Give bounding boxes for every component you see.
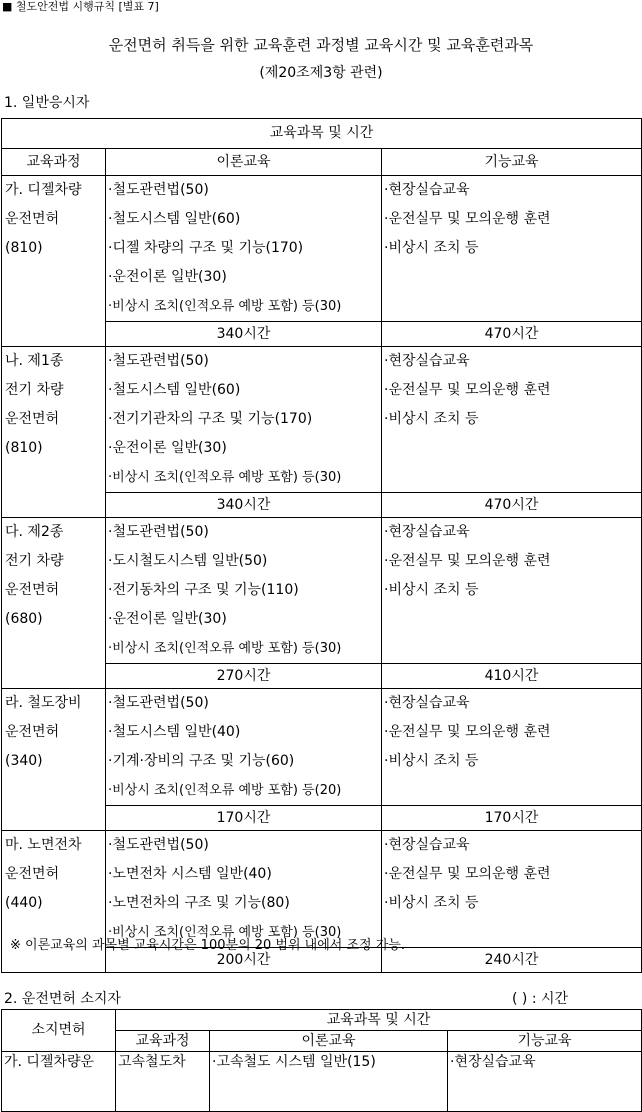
section1-heading: 1. 일반응시자 bbox=[4, 95, 90, 111]
theory-hours: 200시간 bbox=[106, 948, 382, 973]
theory-cell: ·고속철도 시스템 일반(15) bbox=[210, 1052, 448, 1112]
theory-item: ·비상시 조치(인적오류 예방 포함) 등(30) bbox=[108, 641, 342, 656]
theory-item: ·철도시스템 일반(40) bbox=[108, 724, 241, 740]
course-cell: 고속철도차 bbox=[116, 1052, 210, 1112]
section2-heading: 2. 운전면허 소지자 bbox=[4, 991, 121, 1007]
col2-theory-header: 이론교육 bbox=[210, 1031, 448, 1052]
skill-item: ·운전실무 및 모의운행 훈련 bbox=[384, 382, 551, 398]
footnote: ※ 이론교육의 과목별 교육시간은 100분의 20 범위 내에서 조정 가능. bbox=[10, 938, 405, 953]
theory-item: ·도시철도시스템 일반(50) bbox=[108, 553, 268, 569]
course-line: (340) bbox=[5, 753, 43, 769]
course-line: 운전면허 bbox=[5, 582, 60, 598]
course-line: 전기 차량 bbox=[5, 553, 64, 569]
theory-item: ·비상시 조치(인적오류 예방 포함) 등(30) bbox=[108, 299, 342, 314]
course-cell bbox=[2, 347, 106, 518]
theory-hours: 270시간 bbox=[106, 664, 382, 689]
course-row bbox=[2, 831, 642, 948]
theory-cell bbox=[106, 347, 382, 493]
theory-item: ·전기기관차의 구조 및 기능(170) bbox=[108, 411, 313, 427]
course-line: 라. 철도장비 bbox=[5, 695, 82, 711]
theory-item: ·철도시스템 일반(60) bbox=[108, 382, 241, 398]
skill-hours: 410시간 bbox=[382, 664, 642, 689]
course-row bbox=[2, 176, 642, 322]
course-line: 다. 제2종 bbox=[5, 524, 64, 540]
unit-label: ( ) : 시간 bbox=[512, 991, 569, 1007]
document-header: ■ 철도안전법 시행규칙 [별표 7] bbox=[2, 0, 159, 13]
course-line: 운전면허 bbox=[5, 724, 60, 740]
theory-item: ·철도관련법(50) bbox=[108, 524, 209, 540]
skill-item: ·운전실무 및 모의운행 훈련 bbox=[384, 724, 551, 740]
course-line: (810) bbox=[5, 240, 43, 256]
theory-hours: 170시간 bbox=[106, 806, 382, 831]
license-cell: 가. 디젤차량운 bbox=[2, 1052, 116, 1112]
skill-item: ·현장실습교육 bbox=[384, 182, 470, 198]
skill-item: ·비상시 조치 등 bbox=[384, 582, 479, 598]
col-theory-header: 이론교육 bbox=[106, 149, 382, 176]
theory-hours: 340시간 bbox=[106, 322, 382, 347]
skill-cell: ·현장실습교육 bbox=[448, 1052, 642, 1112]
skill-item: ·비상시 조치 등 bbox=[384, 895, 479, 911]
theory-item: ·비상시 조치(인적오류 예방 포함) 등(20) bbox=[108, 783, 342, 798]
course-cell bbox=[2, 689, 106, 831]
course-line: 전기 차량 bbox=[5, 382, 64, 398]
skill-item: ·운전실무 및 모의운행 훈련 bbox=[384, 866, 551, 882]
col2-course-header: 교육과정 bbox=[116, 1031, 210, 1052]
theory-hours: 340시간 bbox=[106, 493, 382, 518]
theory-item: ·철도관련법(50) bbox=[108, 837, 209, 853]
course-line: 마. 노면전차 bbox=[5, 837, 82, 853]
course-cell bbox=[2, 518, 106, 689]
theory-item: ·철도관련법(50) bbox=[108, 353, 209, 369]
theory-cell bbox=[106, 689, 382, 806]
skill-item: ·비상시 조치 등 bbox=[384, 240, 479, 256]
skill-item: ·운전실무 및 모의운행 훈련 bbox=[384, 553, 551, 569]
theory-item: ·운전이론 일반(30) bbox=[108, 269, 227, 285]
theory-item: ·철도관련법(50) bbox=[108, 182, 209, 198]
theory-item: ·철도관련법(50) bbox=[108, 695, 209, 711]
skill-item: ·비상시 조치 등 bbox=[384, 753, 479, 769]
skill-item: ·현장실습교육 bbox=[384, 837, 470, 853]
skill-hours: 170시간 bbox=[382, 806, 642, 831]
theory-item: ·운전이론 일반(30) bbox=[108, 440, 227, 456]
col-license-header: 소지면허 bbox=[2, 1010, 116, 1052]
theory-item: ·전기동차의 구조 및 기능(110) bbox=[108, 582, 299, 598]
skill-cell bbox=[382, 347, 642, 493]
theory-cell bbox=[106, 518, 382, 664]
theory-item: ·디젤 차량의 구조 및 기능(170) bbox=[108, 240, 304, 256]
course-line: 나. 제1종 bbox=[5, 353, 64, 369]
course-line: 운전면허 bbox=[5, 866, 60, 882]
col2-skill-header: 기능교육 bbox=[448, 1031, 642, 1052]
course-row bbox=[2, 518, 642, 664]
col-course-header: 교육과정 bbox=[2, 149, 106, 176]
skill-item: ·비상시 조치 등 bbox=[384, 411, 479, 427]
skill-cell bbox=[382, 831, 642, 948]
skill-item: ·현장실습교육 bbox=[384, 524, 470, 540]
theory-item: ·기계·장비의 구조 및 기능(60) bbox=[108, 753, 295, 769]
course-line: (810) bbox=[5, 440, 43, 456]
course-line: 운전면허 bbox=[5, 211, 60, 227]
theory-item: ·철도시스템 일반(60) bbox=[108, 211, 241, 227]
theory-item: ·노면전차의 구조 및 기능(80) bbox=[108, 895, 290, 911]
table-header: 교육과목 및 시간 bbox=[2, 119, 642, 149]
course-line: (440) bbox=[5, 895, 43, 911]
course-line: (680) bbox=[5, 611, 43, 627]
skill-cell bbox=[382, 689, 642, 806]
skill-hours: 240시간 bbox=[382, 948, 642, 973]
skill-item: ·현장실습교육 bbox=[384, 353, 470, 369]
page-subtitle: (제20조제3항 관련) bbox=[259, 65, 383, 81]
theory-item: ·비상시 조치(인적오류 예방 포함) 등(30) bbox=[108, 470, 342, 485]
course-row bbox=[2, 689, 642, 806]
theory-item: ·운전이론 일반(30) bbox=[108, 611, 227, 627]
skill-hours: 470시간 bbox=[382, 493, 642, 518]
theory-item: ·비상시 조치(인적오류 예방 포함) 등(30) bbox=[108, 925, 342, 940]
course-line: 가. 디젤차량 bbox=[5, 182, 82, 198]
col-skill-header: 기능교육 bbox=[382, 149, 642, 176]
general-applicant-table bbox=[1, 118, 642, 973]
theory-cell bbox=[106, 831, 382, 948]
theory-cell bbox=[106, 176, 382, 322]
skill-item: ·운전실무 및 모의운행 훈련 bbox=[384, 211, 551, 227]
skill-hours: 470시간 bbox=[382, 322, 642, 347]
skill-cell bbox=[382, 176, 642, 322]
theory-item: ·노면전차 시스템 일반(40) bbox=[108, 866, 272, 882]
course-line: 운전면허 bbox=[5, 411, 60, 427]
skill-item: ·현장실습교육 bbox=[384, 695, 470, 711]
page-title: 운전면허 취득을 위한 교육훈련 과정별 교육시간 및 교육훈련과목 bbox=[108, 36, 534, 54]
license-holder-table bbox=[1, 1009, 642, 1112]
table2-header: 교육과목 및 시간 bbox=[116, 1010, 642, 1031]
skill-cell bbox=[382, 518, 642, 664]
course-cell bbox=[2, 176, 106, 347]
course-row bbox=[2, 347, 642, 493]
